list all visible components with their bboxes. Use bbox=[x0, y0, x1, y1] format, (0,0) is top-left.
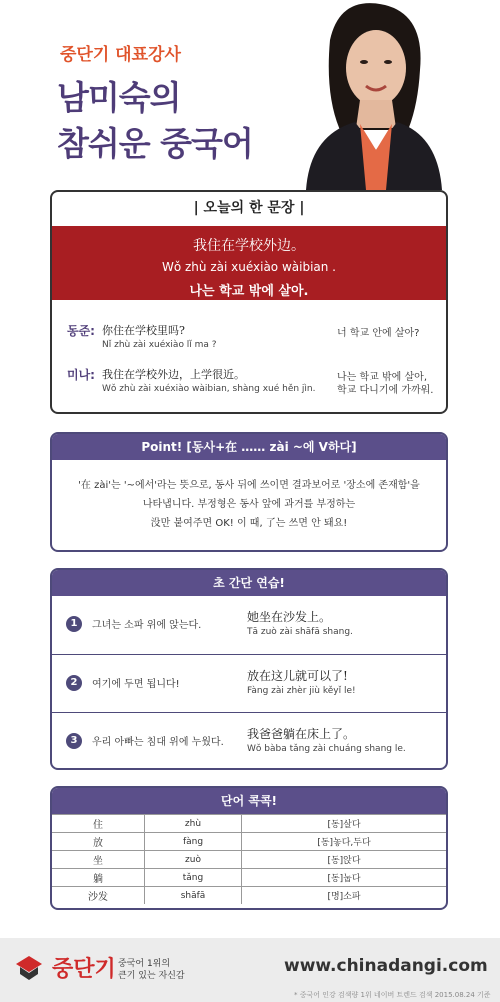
hero-title-line2: 참쉬운 중국어 bbox=[57, 124, 253, 163]
practice-korean: 우리 아빠는 침대 위에 누웠다. bbox=[92, 737, 224, 748]
sentence-card-header: | 오늘의 한 문장 | bbox=[193, 200, 305, 216]
footnote: * 중국어 인강 검색량 1위 네이버 트렌드 검색 2015.08.24 기준 bbox=[294, 991, 491, 999]
vocab-meaning: [동]눕다 bbox=[242, 869, 447, 887]
practice-korean: 그녀는 소파 위에 앉는다. bbox=[92, 620, 202, 631]
point-explanation bbox=[52, 460, 446, 533]
dialogue-pinyin: Nǐ zhù zài xuéxiào lǐ ma ? bbox=[102, 340, 217, 350]
item-number-badge: 2 bbox=[66, 675, 82, 691]
practice-pinyin: Fàng zài zhèr jiù kěyǐ le! bbox=[247, 686, 356, 696]
item-number-badge: 3 bbox=[66, 733, 82, 749]
table-row bbox=[52, 833, 446, 851]
item-number-badge: 1 bbox=[66, 616, 82, 632]
main-sentence-korean: 나는 학교 밖에 살아. bbox=[189, 284, 309, 299]
vocab-meaning: [동]살다 bbox=[242, 815, 447, 833]
vocab-meaning: [동]앉다 bbox=[242, 851, 447, 869]
table-row bbox=[52, 869, 446, 887]
dialogue-korean: 나는 학교 밖에 살아, bbox=[337, 372, 427, 383]
practice-card bbox=[50, 568, 448, 770]
vocab-pinyin: zuò bbox=[145, 851, 242, 869]
dialogue-pinyin: Wǒ zhù zài xuéxiào wàibian, shàng xué hěn jìn. bbox=[102, 384, 316, 394]
practice-pinyin: Wǒ bàba tǎng zài chuáng shang le. bbox=[247, 744, 406, 754]
dialogue-chinese: 我住在学校外边，上学很近。 bbox=[102, 368, 245, 381]
vocab-card-header: 단어 콕콕! bbox=[52, 788, 446, 814]
website-link[interactable]: www.chinadangi.com bbox=[284, 956, 488, 976]
table-row bbox=[52, 815, 446, 833]
footer bbox=[0, 938, 500, 1002]
dialogue-chinese: 你住在学校里吗? bbox=[102, 324, 185, 337]
practice-pinyin: Tā zuò zài shāfā shang. bbox=[247, 627, 353, 637]
point-card bbox=[50, 432, 448, 552]
brand-tagline-2: 큰기 있는 자신감 bbox=[118, 971, 185, 981]
hero-banner bbox=[0, 0, 500, 195]
vocab-meaning: [명]소파 bbox=[242, 887, 447, 905]
dialogue-korean-continued: 학교 다니기에 가까워. bbox=[337, 385, 434, 396]
practice-chinese: 我爸爸躺在床上了。 bbox=[247, 727, 356, 741]
vocab-word: 坐 bbox=[52, 851, 145, 869]
vocab-card bbox=[50, 786, 448, 910]
vocab-table bbox=[52, 814, 446, 904]
vocab-word: 放 bbox=[52, 833, 145, 851]
brand-tagline: 중국어 1위의 bbox=[118, 959, 171, 969]
hero-title-line1: 남미숙의 bbox=[57, 78, 181, 117]
main-sentence-pinyin: Wǒ zhù zài xuéxiào wàibian . bbox=[161, 260, 336, 274]
main-sentence-band bbox=[52, 226, 446, 300]
practice-chinese: 放在这儿就可以了! bbox=[247, 669, 348, 683]
dialogue-speaker: 미나: bbox=[67, 368, 95, 382]
practice-item bbox=[52, 596, 446, 654]
practice-card-header: 초 간단 연습! bbox=[52, 570, 446, 596]
table-row bbox=[52, 887, 446, 905]
point-line: 没만 붙여주면 OK! 이 때, 了는 쓰면 안 돼요! bbox=[150, 518, 348, 529]
point-card-header: Point! [동사+在 …… zài ~에 V하다] bbox=[52, 434, 446, 460]
vocab-pinyin: shāfā bbox=[145, 887, 242, 905]
sentence-card bbox=[50, 190, 448, 414]
practice-chinese: 她坐在沙发上。 bbox=[247, 610, 332, 624]
brand-name: 중단기 bbox=[52, 957, 116, 982]
teacher-portrait bbox=[300, 0, 445, 190]
practice-item bbox=[52, 712, 446, 770]
vocab-word: 沙发 bbox=[52, 887, 145, 905]
table-row bbox=[52, 851, 446, 869]
vocab-pinyin: fàng bbox=[145, 833, 242, 851]
vocab-word: 住 bbox=[52, 815, 145, 833]
point-line: 나타냅니다. 부정형은 동사 앞에 과거를 부정하는 bbox=[142, 499, 356, 510]
vocab-word: 躺 bbox=[52, 869, 145, 887]
practice-item bbox=[52, 654, 446, 713]
vocab-meaning: [동]놓다,두다 bbox=[242, 833, 447, 851]
brand-logo-icon bbox=[14, 952, 44, 982]
hero-subtitle: 중단기 대표강사 bbox=[60, 45, 181, 65]
dialogue-speaker: 동준: bbox=[67, 324, 95, 338]
point-line: '在 zài'는 '~에서'라는 뜻으로, 동사 뒤에 쓰이면 결과보어로 '장소에 존재함'을 bbox=[78, 480, 420, 491]
dialogue-korean: 너 학교 안에 살아? bbox=[337, 328, 420, 339]
vocab-pinyin: tǎng bbox=[145, 869, 242, 887]
vocab-pinyin: zhù bbox=[145, 815, 242, 833]
practice-korean: 여기에 두면 됩니다! bbox=[92, 679, 180, 690]
main-sentence-chinese: 我住在学校外边。 bbox=[193, 238, 305, 254]
